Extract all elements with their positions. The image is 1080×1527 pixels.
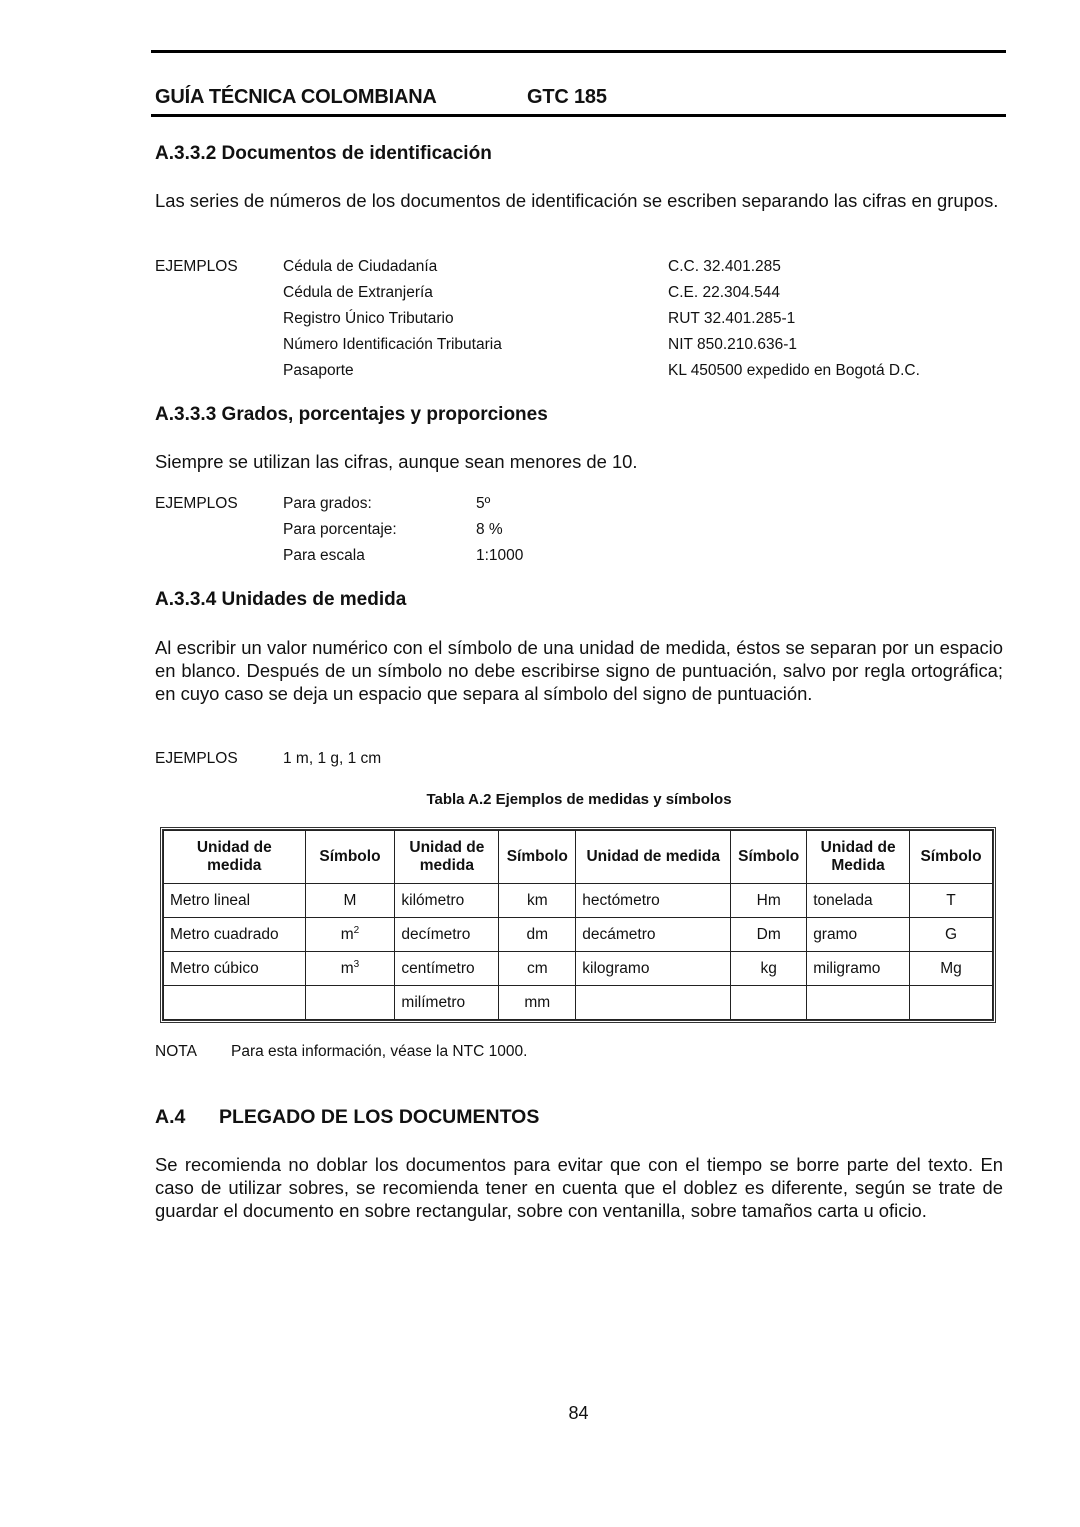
table-row <box>164 884 993 918</box>
example-value: 5º <box>476 495 491 512</box>
table-cell: km <box>499 884 576 918</box>
symbol-base: m <box>340 959 354 977</box>
table-cell: miligramo <box>807 952 910 986</box>
example-name: Para porcentaje: <box>283 521 397 538</box>
example-value: NIT 850.210.636-1 <box>668 336 797 353</box>
section-heading-a333: A.3.3.3 Grados, porcentajes y proporciones <box>155 404 548 425</box>
table-cell: milímetro <box>395 986 499 1020</box>
table-cell: Dm <box>731 918 807 952</box>
example-value: 8 % <box>476 521 503 538</box>
examples-label: EJEMPLOS <box>155 750 238 767</box>
table-cell <box>305 918 395 952</box>
table-cell: Metro cuadrado <box>164 918 306 952</box>
symbol-superscript: 2 <box>353 924 360 936</box>
example-value: RUT 32.401.285-1 <box>668 310 796 327</box>
example-name: Pasaporte <box>283 362 354 379</box>
table-header-cell: Símbolo <box>305 831 395 884</box>
page-number: 84 <box>568 1403 589 1423</box>
section-text-a332: Las series de números de los documentos de identificación se escriben separando las cifras en grupos. <box>155 190 999 211</box>
symbol-superscript: 3 <box>353 958 360 970</box>
table-header-cell: Unidad de Medida <box>807 831 910 884</box>
note-label: NOTA <box>155 1043 197 1060</box>
table-cell <box>807 986 910 1020</box>
symbol-base: m <box>340 925 354 943</box>
example-name: Número Identificación Tributaria <box>283 336 502 353</box>
table-cell <box>305 952 395 986</box>
table-cell: decámetro <box>576 918 731 952</box>
example-value: 1 m, 1 g, 1 cm <box>283 750 382 767</box>
table-cell: gramo <box>807 918 910 952</box>
table-cell: T <box>910 884 993 918</box>
header-top-rule <box>151 50 1006 53</box>
table-cell <box>164 986 306 1020</box>
example-name: Cédula de Extranjería <box>283 284 433 301</box>
example-name: Para grados: <box>283 495 372 512</box>
table-header-cell: Símbolo <box>910 831 993 884</box>
header-bottom-rule <box>151 114 1006 117</box>
examples-label: EJEMPLOS <box>155 495 238 512</box>
example-name: Cédula de Ciudadanía <box>283 258 438 275</box>
section-text-a334: Al escribir un valor numérico con el símbolo de una unidad de medida, éstos se separan por un espacio en blanco. Después de un símbolo no debe escribirse signo de puntuación, salvo por regla ortográfica; en cuyo caso se deja un espacio que separa al símbolo del signo de puntuación. <box>155 637 1003 704</box>
table-cell: Hm <box>731 884 807 918</box>
example-name: Registro Único Tributario <box>283 310 454 327</box>
table-cell: decímetro <box>395 918 499 952</box>
note-text: Para esta información, véase la NTC 1000. <box>231 1043 528 1060</box>
section-heading-a332: A.3.3.2 Documentos de identificación <box>155 143 492 164</box>
table-header-cell: Unidad de medida <box>164 831 306 884</box>
document-code: GTC 185 <box>527 86 607 108</box>
table-cell: M <box>305 884 395 918</box>
table-header-cell: Símbolo <box>499 831 576 884</box>
section-heading-a334: A.3.3.4 Unidades de medida <box>155 589 407 610</box>
table-cell <box>576 986 731 1020</box>
table-cell: hectómetro <box>576 884 731 918</box>
section-number-a4: A.4 <box>155 1106 186 1128</box>
table-cell: dm <box>499 918 576 952</box>
example-value: C.C. 32.401.285 <box>668 258 781 275</box>
document-title: GUÍA TÉCNICA COLOMBIANA <box>155 86 437 108</box>
table-row <box>164 918 993 952</box>
table-cell <box>910 986 993 1020</box>
table-cell: kilómetro <box>395 884 499 918</box>
section-text-a4: Se recomienda no doblar los documentos para evitar que con el tiempo se borre parte del texto. En caso de utilizar sobres, se recomienda tener en cuenta que el doblez es diferente, según se trate de guardar el documento en sobre rectangular, sobre con ventanilla, sobre tamaños carta u oficio. <box>155 1154 1003 1221</box>
table-cell: G <box>910 918 993 952</box>
example-value: C.E. 22.304.544 <box>668 284 781 301</box>
table-cell: tonelada <box>807 884 910 918</box>
table-cell: Mg <box>910 952 993 986</box>
table-row <box>164 986 993 1020</box>
examples-label: EJEMPLOS <box>155 258 238 275</box>
units-table <box>160 827 996 1023</box>
example-value: KL 450500 expedido en Bogotá D.C. <box>668 362 920 379</box>
table-header-row <box>164 831 993 884</box>
example-value: 1:1000 <box>476 547 524 564</box>
table-header-cell: Unidad de medida <box>395 831 499 884</box>
table-cell: kilogramo <box>576 952 731 986</box>
section-heading-a4: PLEGADO DE LOS DOCUMENTOS <box>219 1106 540 1128</box>
table-cell: mm <box>499 986 576 1020</box>
table-row <box>164 952 993 986</box>
example-name: Para escala <box>283 547 365 564</box>
table-cell <box>305 986 395 1020</box>
table-cell: kg <box>731 952 807 986</box>
table-header-cell: Unidad de medida <box>576 831 731 884</box>
table-cell: Metro cúbico <box>164 952 306 986</box>
section-text-a333: Siempre se utilizan las cifras, aunque sean menores de 10. <box>155 451 638 472</box>
table-cell: cm <box>499 952 576 986</box>
table-cell <box>731 986 807 1020</box>
table-cell: Metro lineal <box>164 884 306 918</box>
table-header-cell: Símbolo <box>731 831 807 884</box>
table-caption: Tabla A.2 Ejemplos de medidas y símbolos <box>426 791 732 808</box>
table-cell: centímetro <box>395 952 499 986</box>
